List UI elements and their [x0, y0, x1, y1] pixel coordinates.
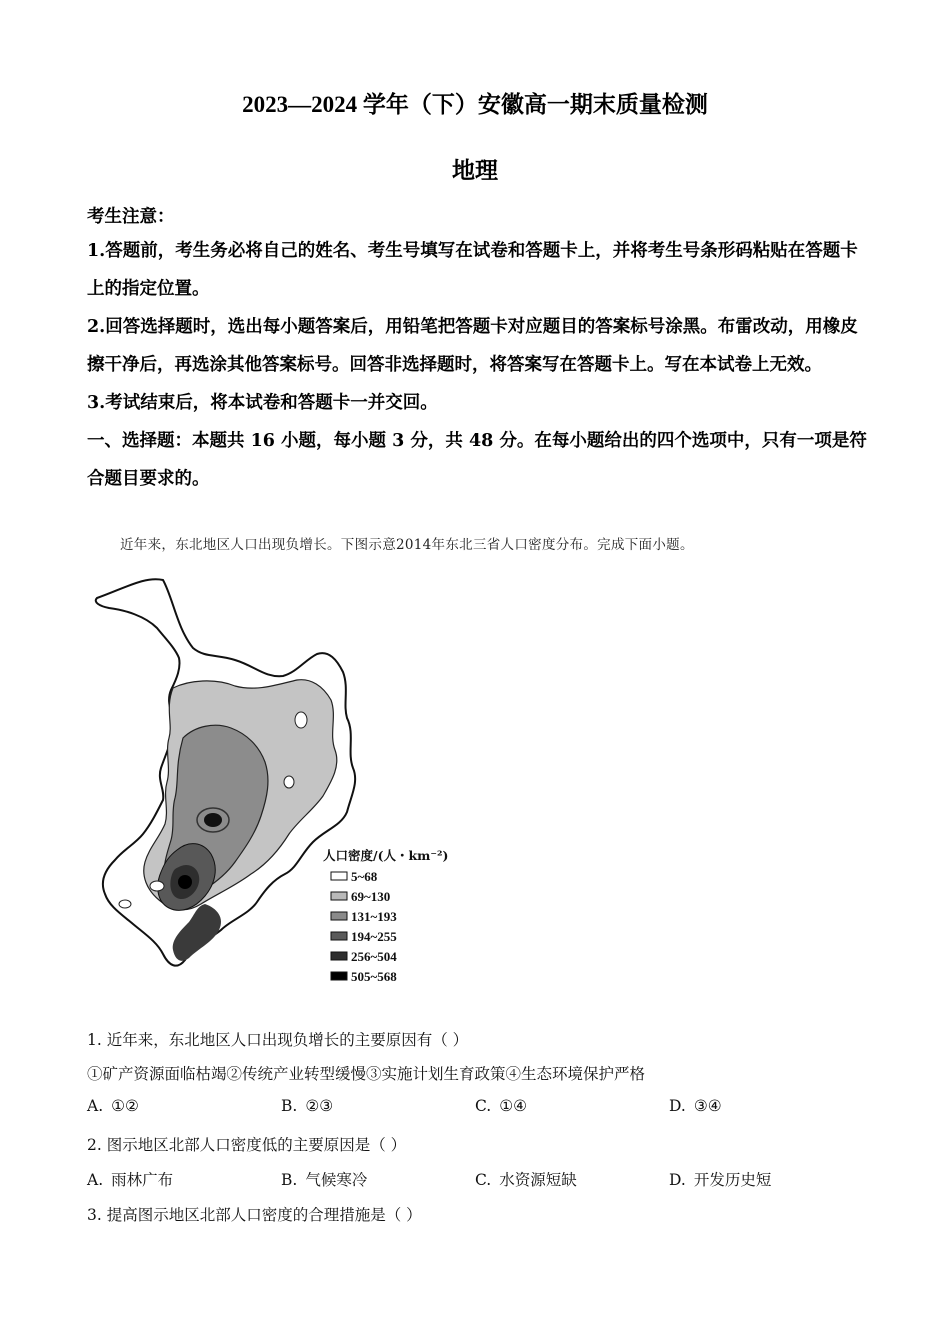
- legend-label-2: 69~130: [351, 889, 391, 904]
- notice-item-3: 3.考试结束后，将本试卷和答题卡一并交回。: [87, 393, 438, 413]
- legend-swatch-1: [331, 872, 347, 880]
- section-heading: 一、选择题：本题共 16 小题，每小题 3 分，共 48 分。在每小题给出的四个选项中，只有一项是符合题目要求的。: [87, 431, 867, 489]
- notice-block: [87, 202, 867, 498]
- question-2-stem: 2. 图示地区北部人口密度低的主要原因是（ ）: [87, 1136, 407, 1154]
- legend-label-1: 5~68: [351, 869, 378, 884]
- q2-option-d[interactable]: D. 开发历史短: [669, 1171, 772, 1189]
- legend-swatch-5: [331, 952, 347, 960]
- subject-title: 地理: [452, 158, 498, 183]
- zone-505-568-core-1: [178, 875, 192, 889]
- q1-option-d[interactable]: D. ③④: [669, 1097, 722, 1115]
- legend-label-3: 131~193: [351, 909, 397, 924]
- lake-1: [295, 712, 307, 728]
- question-1-stem: 1. 近年来，东北地区人口出现负增长的主要原因有（ ）: [87, 1031, 469, 1049]
- intro-text: 近年来，东北地区人口出现负增长。下图示意2014年东北三省人口密度分布。完成下面小题。: [120, 537, 694, 553]
- notice-item-2: 2.回答选择题时，选出每小题答案后，用铅笔把答题卡对应题目的答案标号涂黑。布雷改动，用橡皮擦干净后，再选涂其他答案标号。回答非选择题时，将答案写在答题卡上。写在本试卷上无效。: [87, 317, 858, 375]
- map-legend: [323, 848, 448, 984]
- notice-item-1: 1.答题前，考生务必将自己的姓名、考生号填写在试卷和答题卡上，并将考生号条形码粘贴在答题卡上的指定位置。: [87, 241, 858, 299]
- q2-option-a[interactable]: A. 雨林广布: [87, 1171, 174, 1189]
- q1-option-b[interactable]: B. ②③: [281, 1097, 334, 1115]
- map-figure: [85, 568, 475, 988]
- lake-4: [119, 900, 131, 908]
- legend-title: 人口密度/(人・km⁻²): [323, 848, 449, 863]
- q2-option-c[interactable]: C. 水资源短缺: [475, 1171, 577, 1189]
- legend-swatch-3: [331, 912, 347, 920]
- legend-swatch-2: [331, 892, 347, 900]
- exam-title: 2023—2024 学年（下）安徽高一期末质量检测: [242, 92, 708, 117]
- lake-2: [284, 776, 294, 788]
- question-3-stem: 3. 提高图示地区北部人口密度的合理措施是（ ）: [87, 1206, 422, 1224]
- population-density-map: [85, 568, 475, 988]
- q1-option-a[interactable]: A. ①②: [87, 1097, 139, 1115]
- legend-swatch-4: [331, 932, 347, 940]
- question-1-options: [87, 1097, 887, 1121]
- lake-3: [150, 881, 164, 891]
- notice-heading: 考生注意：: [87, 207, 175, 227]
- legend-label-6: 505~568: [351, 969, 397, 984]
- question-1-extra: ①矿产资源面临枯竭②传统产业转型缓慢③实施计划生育政策④生态环境保护严格: [87, 1065, 646, 1083]
- q1-option-c[interactable]: C. ①④: [475, 1097, 528, 1115]
- legend-label-4: 194~255: [351, 929, 397, 944]
- question-2-options: [87, 1168, 887, 1192]
- legend-label-5: 256~504: [351, 949, 397, 964]
- q2-option-b[interactable]: B. 气候寒冷: [281, 1171, 368, 1189]
- zone-505-568-core-2: [204, 813, 222, 827]
- legend-swatch-6: [331, 972, 347, 980]
